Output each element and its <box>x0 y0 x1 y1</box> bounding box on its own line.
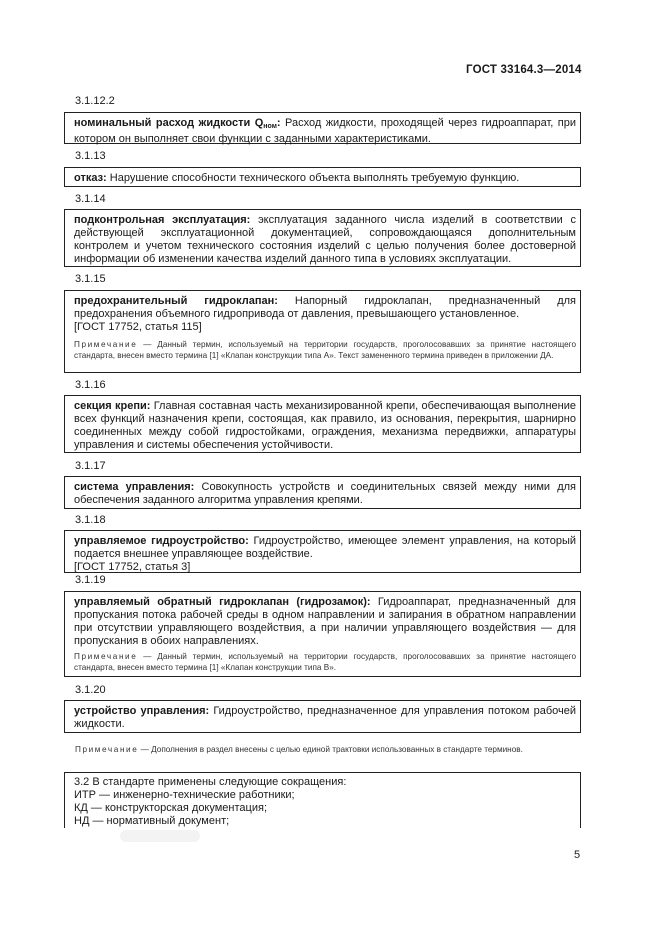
term: управляемый обратный гидроклапан (гидрозамок): <box>74 596 371 608</box>
definition-text <box>74 705 576 731</box>
term: устройство управления: <box>74 705 210 717</box>
section-note <box>75 744 581 755</box>
clause-number: 3.1.15 <box>75 273 106 285</box>
clause-number: 3.1.16 <box>75 379 106 391</box>
source-reference: [ГОСТ 17752, статья 115] <box>74 321 202 333</box>
clause-number: 3.1.20 <box>75 684 106 696</box>
definition: Гидроустройство, имеющее элемент управления, на который подается внешнее управляющее воздействие. <box>74 535 577 560</box>
term-colon: : <box>276 117 281 129</box>
abbreviations-intro: 3.2 В стандарте применены следующие сокращения: <box>74 776 347 788</box>
abbreviation-item: КД — конструкторская документация; <box>74 802 267 814</box>
term: номинальный расход жидкости Q <box>74 117 264 129</box>
scan-smudge <box>120 830 200 842</box>
abbreviations-list <box>74 776 576 828</box>
definition: Нарушение способности технического объекта выполнять требуемую функцию. <box>109 172 520 184</box>
clause-number: 3.1.12.2 <box>75 95 115 107</box>
definition: Главная составная часть механизированной крепи, обеспечивающая выполнение всех функций назначения крепи, состоящая, как правило, из основания, перекрытия, шарнирно соединенных между собой гидростойками, ограждения, механизма передвижки, аппаратуры управления и системы обеспечения устойчивости. <box>74 400 577 451</box>
clause-number: 3.1.18 <box>75 514 106 526</box>
note-text: — Данный термин, используемый на территории государств, проголосовавших за принятие настоящего стандарта, внесен вместо термина [1] «Клапан конструкции типа А». Текст замененного термина приведен в приложении ДА. <box>74 340 576 360</box>
abbreviation-item: НД — нормативный документ; <box>74 815 230 827</box>
clause-number: 3.1.17 <box>75 460 106 472</box>
definition-text <box>74 117 576 146</box>
note-text: — Дополнения в раздел внесены с целью единой трактовки использованных в стандарте терминов. <box>138 745 523 754</box>
clause-number: 3.1.19 <box>75 574 106 586</box>
term: система управления: <box>74 481 195 493</box>
note-label: Примечание <box>75 745 139 754</box>
note <box>74 339 576 361</box>
definition: эксплуатация заданного числа изделий в соответствии с действующей эксплуатационной документацией, сопровождающаяся дополнительным контролем и учетом технического состояния изделий с целью получения более достоверной информации об изменении качества изделий данного типа в условиях эксплуатации. <box>74 214 577 265</box>
term-subscript: ном <box>263 123 277 130</box>
page-number: 5 <box>574 849 581 861</box>
definition-text <box>74 172 576 185</box>
definition: Расход жидкости, проходящей через гидроаппарат, при котором он выполняет свои функции с заданными характеристиками. <box>74 117 577 145</box>
term: отказ: <box>74 172 107 184</box>
note <box>74 651 576 673</box>
term: секция крепи: <box>74 400 151 412</box>
note-label: Примечание <box>74 652 138 661</box>
abbreviation-item: ИТР — инженерно-технические работники; <box>74 789 295 801</box>
definition: Гидроаппарат, предназначенный для пропускания потока рабочей среды в одном направлении и запирания в обратном направлении при отсутствии управляющего воздействия, а при наличии управляющего воздействия — для пропускания в обоих направлениях. <box>74 596 576 647</box>
term: управляемое гидроустройство: <box>74 535 249 547</box>
definition-text <box>74 214 576 266</box>
definition: Гидроустройство, предназначенное для управления потоком рабочей жидкости. <box>74 705 576 730</box>
definition-text <box>74 481 576 507</box>
definition: Совокупность устройств и соединительных связей между ними для обеспечения заданного алгоритма управления крепями. <box>74 481 577 506</box>
term: предохранительный гидроклапан: <box>74 295 278 307</box>
clause-number: 3.1.13 <box>75 150 106 162</box>
source-reference: [ГОСТ 17752, статья 3] <box>74 561 191 573</box>
definition-text <box>74 400 576 452</box>
term: подконтрольная эксплуатация: <box>74 214 251 226</box>
definition-text <box>74 535 576 574</box>
definition-text <box>74 295 576 334</box>
note-text: — Данный термин, используемый на территории государств, проголосовавших за принятие настоящего стандарта, внесен вместо термина [1] «Клапан конструкции типа В». <box>74 652 576 672</box>
clause-number: 3.1.14 <box>75 193 106 205</box>
definition: Напорный гидроклапан, предназначенный для предохранения объемного гидропривода от давления, превышающего установленное. <box>74 295 577 320</box>
standard-header: ГОСТ 33164.3—2014 <box>466 64 582 76</box>
note-label: Примечание <box>74 340 138 349</box>
definition-text <box>74 596 576 648</box>
